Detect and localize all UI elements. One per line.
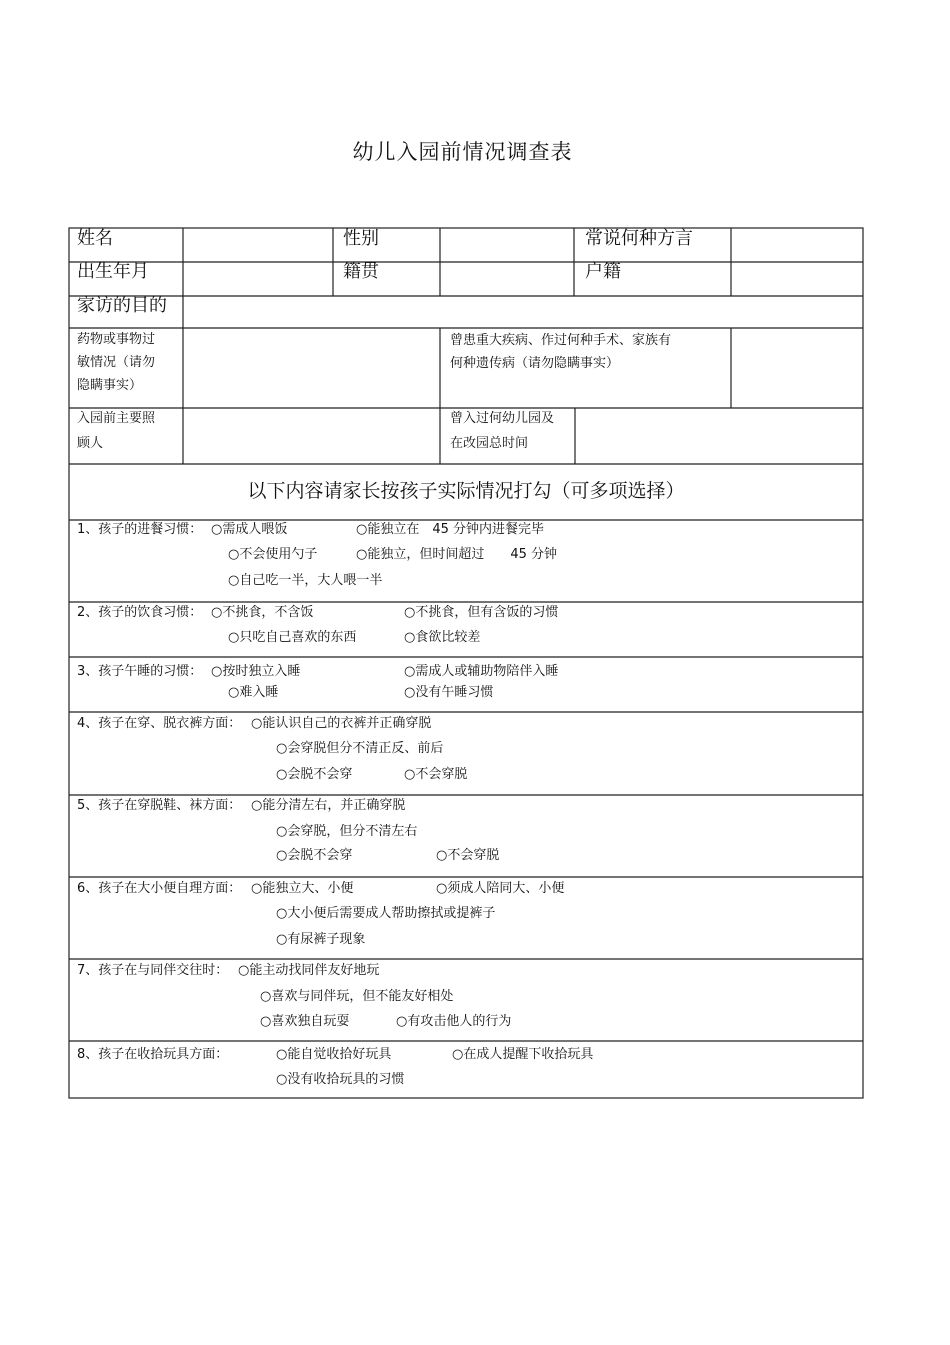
- radio-option[interactable]: ○能独立大、小便: [251, 881, 354, 896]
- question-label: 5、孩子在穿脱鞋、袜方面：: [77, 798, 242, 813]
- radio-option[interactable]: ○食欲比较差: [404, 630, 481, 645]
- radio-option[interactable]: ○需成人喂饭: [211, 522, 288, 537]
- gender-field[interactable]: [441, 229, 573, 261]
- radio-option[interactable]: ○会脱不会穿: [276, 767, 353, 782]
- radio-option[interactable]: ○能独立在 45 分钟内进餐完毕: [356, 522, 545, 537]
- caregiver-label-line: 顾人: [77, 436, 104, 451]
- question-label: 6、孩子在大小便自理方面：: [77, 881, 242, 896]
- radio-option[interactable]: ○会穿脱但分不清正反、前后: [276, 741, 444, 756]
- illness-label: [450, 329, 671, 375]
- radio-option[interactable]: ○有尿裤子现象: [276, 932, 366, 947]
- radio-option[interactable]: ○喜欢与同伴玩，但不能友好相处: [260, 989, 454, 1004]
- radio-option[interactable]: ○喜欢独自玩耍: [260, 1014, 350, 1029]
- radio-option[interactable]: ○能分清左右，并正确穿脱: [251, 798, 406, 813]
- radio-option[interactable]: ○在成人提醒下收拾玩具: [452, 1047, 594, 1062]
- caregiver-label-line: 入园前主要照: [77, 411, 156, 426]
- gender-label: 性别: [343, 228, 379, 249]
- origin-field[interactable]: [441, 263, 573, 295]
- radio-option[interactable]: ○没有收拾玩具的习惯: [276, 1072, 405, 1087]
- kindergarten-label-line: 曾入过何幼儿园及: [450, 411, 555, 426]
- radio-option[interactable]: ○只吃自己喜欢的东西: [228, 630, 357, 645]
- radio-option[interactable]: ○没有午睡习惯: [404, 685, 494, 700]
- radio-option[interactable]: ○有攻击他人的行为: [396, 1014, 512, 1029]
- origin-label: 籍贯: [343, 261, 379, 282]
- radio-option[interactable]: ○会穿脱，但分不清左右: [276, 824, 418, 839]
- question-label: 1、孩子的进餐习惯：: [77, 522, 203, 537]
- caregiver-label: [77, 406, 155, 456]
- radio-option[interactable]: ○能认识自己的衣裤并正确穿脱: [251, 716, 432, 731]
- dialect-label: 常说何种方言: [585, 228, 693, 249]
- question-label: 2、孩子的饮食习惯：: [77, 605, 203, 620]
- caregiver-field[interactable]: [184, 409, 439, 463]
- allergy-field[interactable]: [184, 329, 439, 407]
- radio-option[interactable]: ○不会穿脱: [404, 767, 468, 782]
- radio-option[interactable]: ○需成人或辅助物陪伴入睡: [404, 664, 559, 679]
- radio-option[interactable]: ○难入睡: [228, 685, 279, 700]
- household-field[interactable]: [732, 263, 862, 295]
- birth-field[interactable]: [184, 263, 332, 295]
- question-label: 7、孩子在与同伴交往时：: [77, 963, 229, 978]
- name-field[interactable]: [184, 229, 332, 261]
- visit-purpose-field[interactable]: [184, 297, 862, 327]
- radio-option[interactable]: ○须成人陪同大、小便: [436, 881, 565, 896]
- dialect-field[interactable]: [732, 229, 862, 261]
- radio-option[interactable]: ○会脱不会穿: [276, 848, 353, 863]
- allergy-label-line: 药物或事物过: [77, 332, 156, 347]
- kindergarten-label-line: 在改园总时间: [450, 436, 529, 451]
- question-label: 3、孩子午睡的习惯：: [77, 664, 203, 679]
- name-label: 姓名: [77, 228, 113, 249]
- illness-label-line: 何种遗传病（请勿隐瞒事实）: [450, 356, 620, 371]
- kindergarten-field[interactable]: [576, 409, 862, 463]
- illness-field[interactable]: [732, 329, 862, 407]
- radio-option[interactable]: ○能主动找同伴友好地玩: [238, 963, 380, 978]
- birth-label: 出生年月: [77, 261, 149, 282]
- instruction-banner: 以下内容请家长按孩子实际情况打勾（可多项选择）: [247, 480, 685, 502]
- radio-option[interactable]: ○不会使用勺子: [228, 547, 318, 562]
- kindergarten-label: [450, 406, 554, 456]
- radio-option[interactable]: ○能自觉收拾好玩具: [276, 1047, 392, 1062]
- radio-option[interactable]: ○不挑食，但有含饭的习惯: [404, 605, 559, 620]
- radio-option[interactable]: ○不挑食，不含饭: [211, 605, 314, 620]
- question-label: 4、孩子在穿、脱衣裤方面：: [77, 716, 242, 731]
- radio-option[interactable]: ○能独立，但时间超过 45 分钟: [356, 547, 558, 562]
- visit-purpose-label: 家访的目的: [77, 295, 167, 316]
- radio-option[interactable]: ○自己吃一半，大人喂一半: [228, 573, 383, 588]
- illness-label-line: 曾患重大疾病、作过何种手术、家族有: [450, 333, 672, 348]
- allergy-label-line: 敏情况（请勿: [77, 355, 156, 370]
- radio-option[interactable]: ○不会穿脱: [436, 848, 500, 863]
- question-label: 8、孩子在收拾玩具方面：: [77, 1047, 229, 1062]
- radio-option[interactable]: ○大小便后需要成人帮助擦拭或提裤子: [276, 906, 496, 921]
- household-label: 户籍: [585, 261, 621, 282]
- allergy-label: [77, 328, 155, 397]
- allergy-label-line: 隐瞒事实）: [77, 378, 143, 393]
- radio-option[interactable]: ○按时独立入睡: [211, 664, 301, 679]
- page-title: 幼儿入园前情况调查表: [352, 140, 573, 164]
